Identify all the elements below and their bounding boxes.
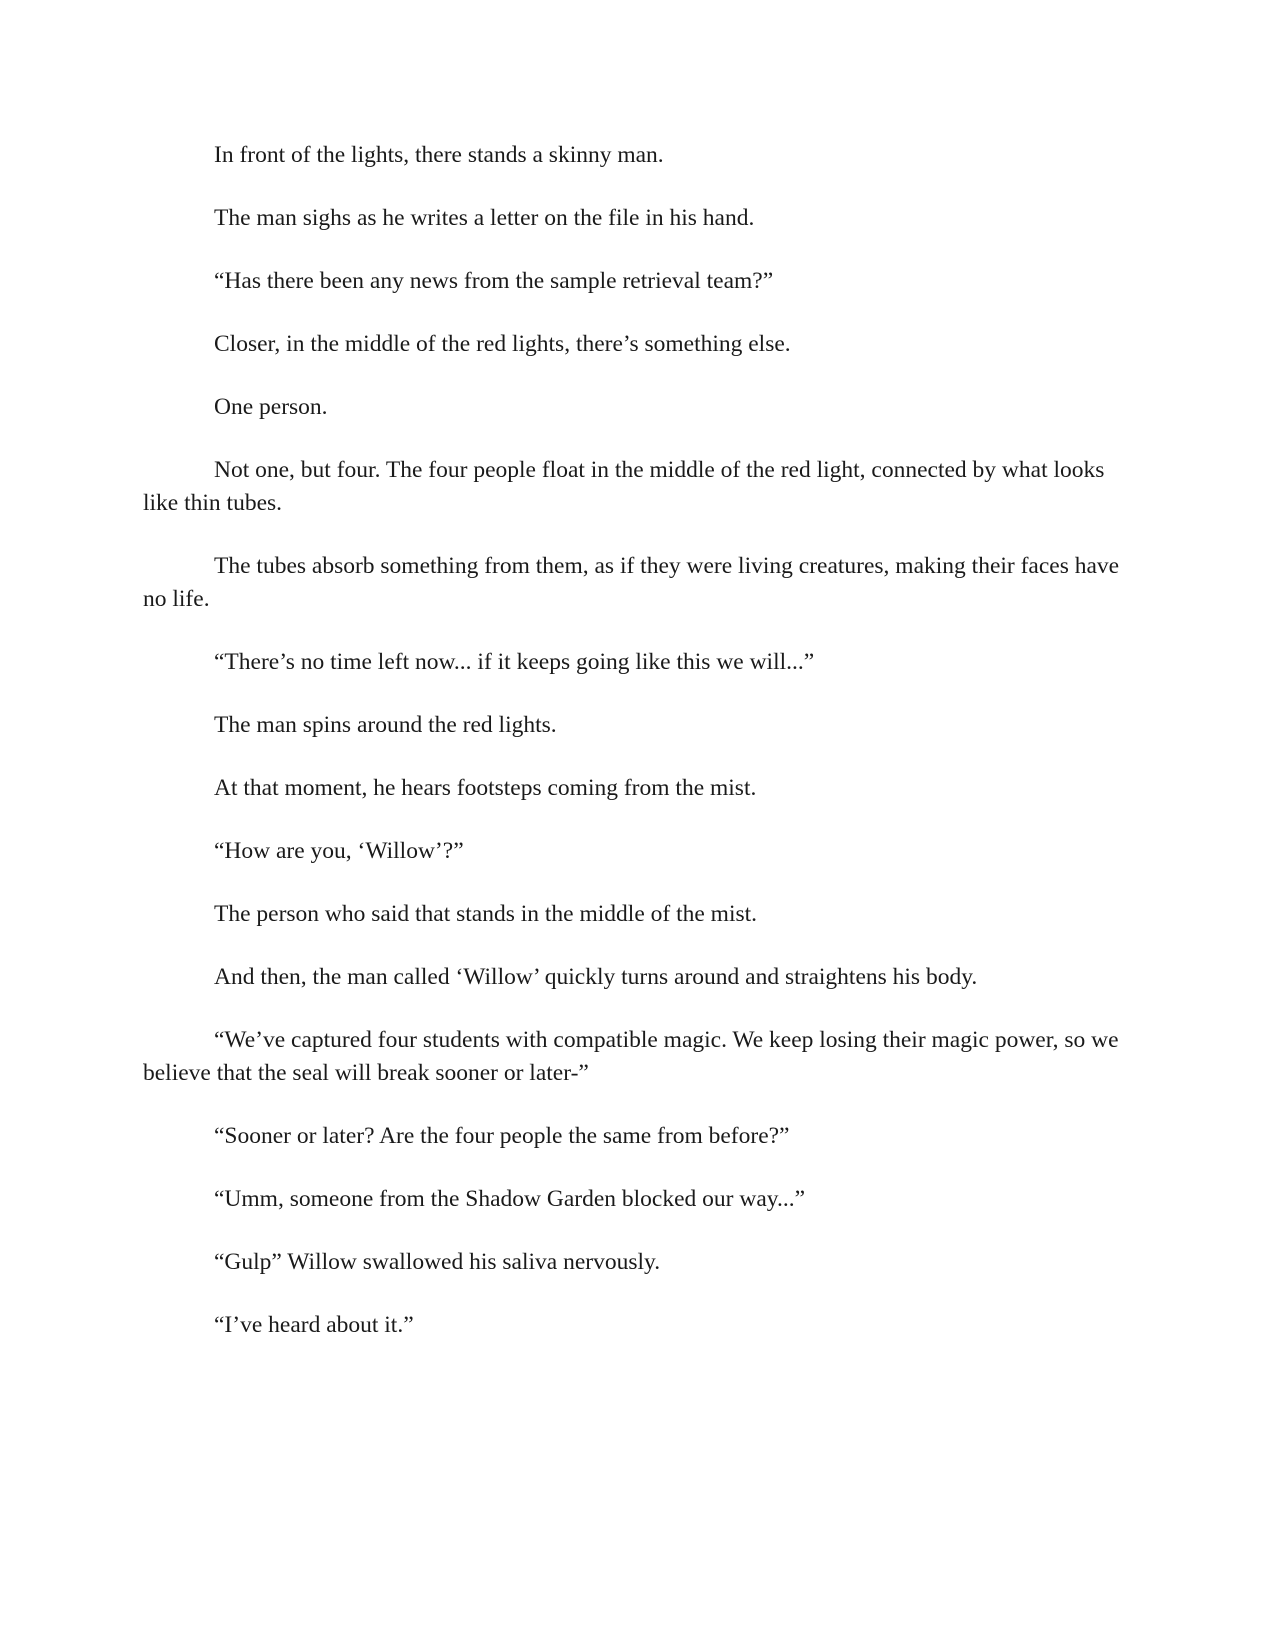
document-body <box>143 139 1133 1372</box>
paragraph: “How are you, ‘Willow’?” <box>214 838 464 864</box>
paragraph: The person who said that stands in the middle of the mist. <box>214 901 758 927</box>
paragraph: “We’ve captured four students with compatible magic. We keep losing their magic power, so we believe that the seal will break sooner or later-” <box>143 1027 1119 1086</box>
paragraph: The man spins around the red lights. <box>214 712 557 738</box>
paragraph: Not one, but four. The four people float in the middle of the red light, connected by what looks like thin tubes. <box>143 457 1105 516</box>
paragraph: Closer, in the middle of the red lights, there’s something else. <box>214 331 791 357</box>
paragraph: In front of the lights, there stands a skinny man. <box>214 142 664 168</box>
paragraph: At that moment, he hears footsteps coming from the mist. <box>214 775 757 801</box>
paragraph: The man sighs as he writes a letter on the file in his hand. <box>214 205 755 231</box>
paragraph: “There’s no time left now... if it keeps going like this we will...” <box>214 649 815 675</box>
paragraph: The tubes absorb something from them, as if they were living creatures, making their faces have no life. <box>143 553 1120 612</box>
paragraph: One person. <box>214 394 328 420</box>
paragraph: “Has there been any news from the sample retrieval team?” <box>214 268 774 294</box>
paragraph: “Umm, someone from the Shadow Garden blocked our way...” <box>214 1186 806 1212</box>
paragraph: “Sooner or later? Are the four people the same from before?” <box>214 1123 790 1149</box>
paragraph: And then, the man called ‘Willow’ quickly turns around and straightens his body. <box>214 964 978 990</box>
paragraph: “I’ve heard about it.” <box>214 1312 414 1338</box>
paragraph: “Gulp” Willow swallowed his saliva nervously. <box>214 1249 661 1275</box>
